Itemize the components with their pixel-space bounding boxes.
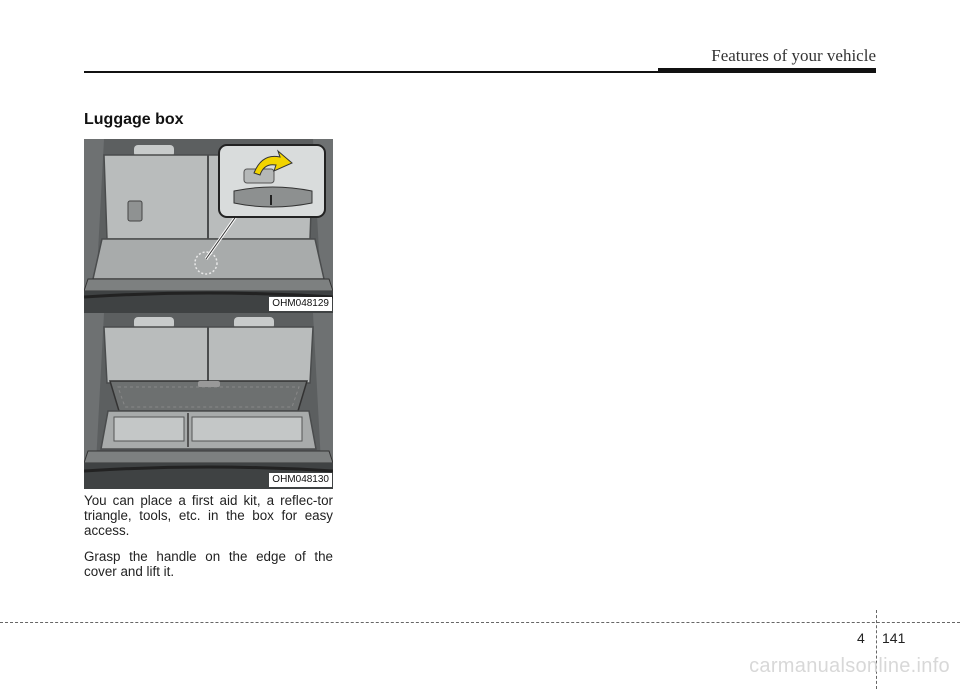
header-rule xyxy=(84,71,876,73)
cargo-illustration-open xyxy=(84,313,333,489)
cargo-illustration-closed xyxy=(84,139,333,313)
page-chapter: 4 xyxy=(857,630,865,646)
figure-code: OHM048129 xyxy=(269,297,332,311)
figure-luggage-closed xyxy=(84,139,333,313)
body-paragraph: You can place a first aid kit, a reflec-tor triangle, tools, etc. in the box for easy access. xyxy=(84,493,333,538)
figure-code: OHM048130 xyxy=(269,473,332,487)
section-title: Luggage box xyxy=(84,111,184,128)
body-paragraph: Grasp the handle on the edge of the cover and lift it. xyxy=(84,549,333,579)
watermark: carmanualsonline.info xyxy=(749,655,950,677)
page-number: 141 xyxy=(882,630,906,646)
figure-luggage-open xyxy=(84,313,333,489)
footer-rule xyxy=(0,622,960,623)
header-title: Features of your vehicle xyxy=(711,46,876,65)
